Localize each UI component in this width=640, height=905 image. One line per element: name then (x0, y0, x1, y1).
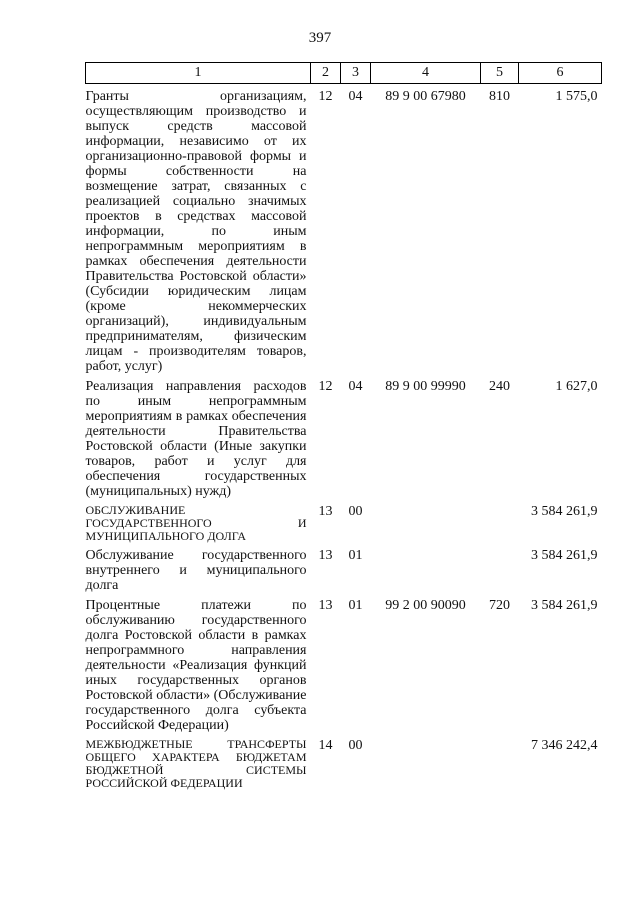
row-pr: 01 (348, 548, 363, 563)
row-rz: 13 (318, 504, 333, 519)
row-csr (371, 543, 481, 593)
header-cell: 5 (481, 63, 519, 84)
row-pr: 04 (348, 379, 363, 394)
table-row (86, 733, 602, 790)
row-name: МЕЖБЮДЖЕТНЫЕ ТРАНСФЕРТЫ ОБЩЕГО ХАРАКТЕРА БЮДЖЕТАМ БЮДЖЕТНОЙ СИСТЕМЫ РОССИЙСКОЙ ФЕДЕРАЦИИ (85, 737, 307, 790)
row-pr: 00 (348, 738, 363, 753)
row-sum: 1 575,0 (555, 89, 598, 104)
row-name: ОБСЛУЖИВАНИЕ ГОСУДАРСТВЕННОГО И МУНИЦИПАЛЬНОГО ДОЛГА (85, 503, 307, 543)
row-pr: 00 (348, 504, 363, 519)
header-cell: 6 (519, 63, 602, 84)
page-number: 397 (308, 30, 332, 46)
table-row (86, 84, 602, 375)
table-row (86, 593, 602, 733)
row-vr (481, 543, 519, 593)
row-vr: 720 (489, 598, 510, 613)
row-rz: 12 (318, 89, 333, 104)
row-sum: 3 584 261,9 (531, 504, 598, 519)
header-cell: 3 (341, 63, 371, 84)
row-csr: 89 9 00 99990 (385, 379, 466, 394)
table-row (86, 499, 602, 543)
header-row (86, 63, 602, 84)
row-vr (481, 499, 519, 543)
row-sum: 7 346 242,4 (531, 738, 598, 753)
row-rz: 12 (318, 379, 333, 394)
row-vr: 240 (489, 379, 510, 394)
row-csr: 89 9 00 67980 (385, 89, 466, 104)
row-name: Реализация направления расходов по иным непрограммным мероприятиям в рамках обеспечения деятельности Правительства Ростовской области (Иные закупки товаров, работ и услуг для обеспечения государственных (муниципальных) нужд) (85, 379, 307, 499)
header-cell: 4 (371, 63, 481, 84)
row-sum: 3 584 261,9 (531, 548, 598, 563)
row-vr (481, 733, 519, 790)
row-pr: 04 (348, 89, 363, 104)
row-csr (371, 733, 481, 790)
row-pr: 01 (348, 598, 363, 613)
row-name: Обслуживание государственного внутреннего и муниципального долга (85, 548, 307, 593)
header-cell: 1 (86, 63, 311, 84)
row-vr: 810 (489, 89, 510, 104)
budget-table (85, 62, 602, 790)
row-rz: 14 (318, 738, 333, 753)
row-name: Гранты организациям, осуществляющим производство и выпуск средств массовой информации, независимо от их организационно-правовой формы и формы собственности на возмещение затрат, связанных с реализацией социально значимых проектов в средствах массовой информации, по иным непрограммным мероприятиям в рамках обеспечения деятельности Правительства Ростовской области» (Субсидии юридическим лицам (кроме некоммерческих организаций), индивидуальным предпринимателям, физическим лицам - производителям товаров, работ, услуг) (85, 89, 307, 374)
table-row (86, 374, 602, 499)
row-sum: 1 627,0 (555, 379, 598, 394)
row-rz: 13 (318, 548, 333, 563)
row-name: Процентные платежи по обслуживанию государственного долга Ростовской области в рамках непрограммного направления деятельности «Реализация функций иных государственных органов Ростовской области» (Обслуживание государственного долга субъекта Российской Федерации) (85, 598, 307, 733)
table-row (86, 543, 602, 593)
header-cell: 2 (311, 63, 341, 84)
row-rz: 13 (318, 598, 333, 613)
row-csr (371, 499, 481, 543)
row-csr: 99 2 00 90090 (385, 598, 466, 613)
row-sum: 3 584 261,9 (531, 598, 598, 613)
